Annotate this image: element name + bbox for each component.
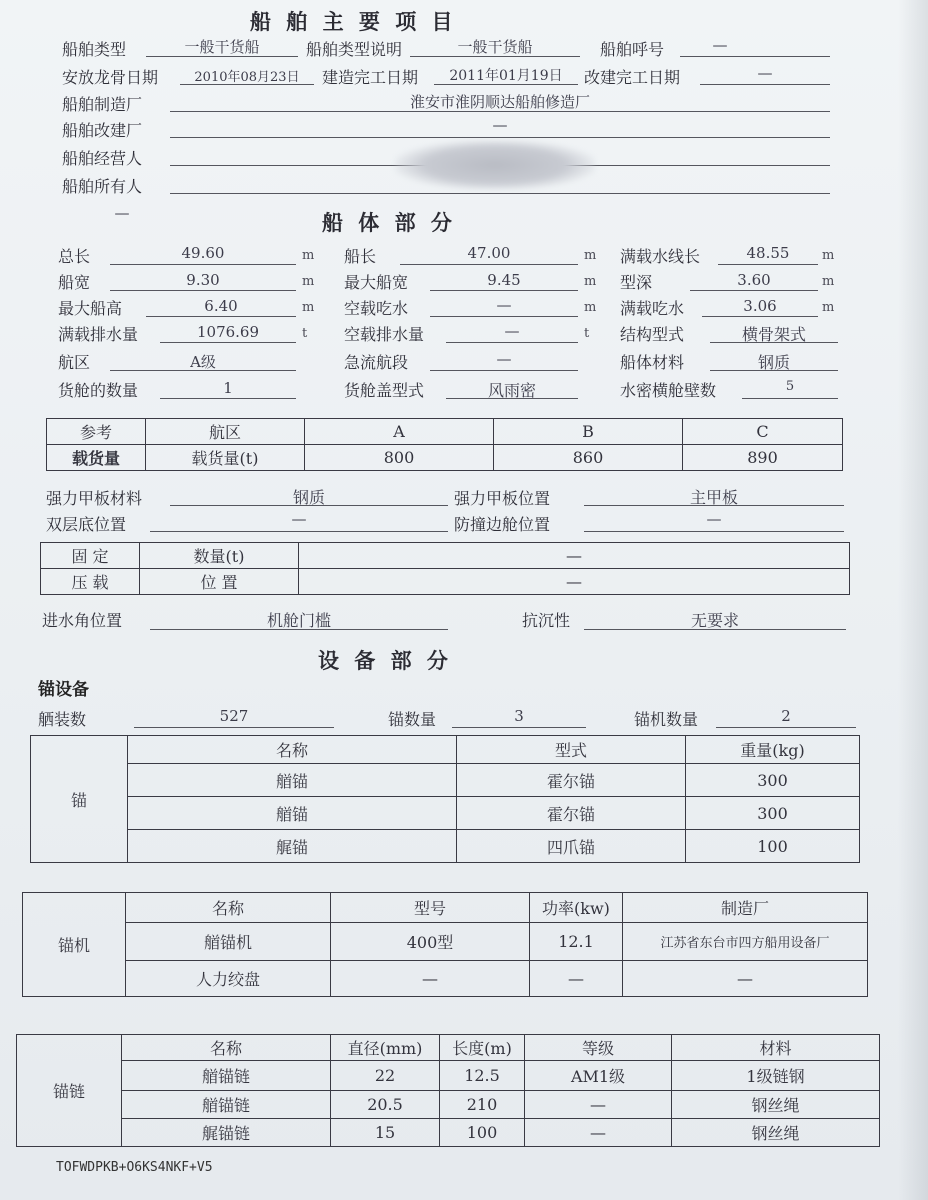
deck-material-value: 钢质	[292, 488, 325, 507]
anchor-count-label: 锚数量	[388, 710, 437, 729]
table-row	[31, 764, 860, 797]
builder-label: 船舶制造厂	[62, 95, 143, 114]
loa-label: 总长	[58, 247, 91, 266]
table-cell: 四爪锚	[457, 830, 686, 863]
table-row	[47, 419, 843, 445]
underline	[400, 264, 578, 265]
table-cell: 艉锚	[128, 830, 457, 863]
light-disp-value: —	[504, 322, 520, 340]
keel-date-value: 2010年08月23日	[194, 70, 300, 85]
table-cell: 钢丝绳	[672, 1091, 880, 1119]
table-cell: —	[525, 1091, 672, 1119]
underline	[150, 531, 448, 532]
unit-m: m	[302, 274, 315, 289]
underline	[718, 264, 818, 265]
main-title: 船 舶 主 要 项 目	[250, 9, 457, 34]
windlass-count-value: 2	[781, 707, 791, 725]
unit-m: m	[302, 300, 315, 315]
ship-type-value: 一般干货船	[184, 38, 260, 56]
table-cell: —	[623, 961, 868, 997]
underline	[690, 290, 818, 291]
table-cell: —	[525, 1119, 672, 1147]
table-cell: —	[299, 569, 850, 595]
holds-label: 货舱的数量	[58, 381, 139, 400]
unsinkable-value: 无要求	[690, 611, 739, 630]
hull-material-label: 船体材料	[620, 353, 685, 372]
full-draft-label: 满载吃水	[620, 299, 685, 318]
bulkheads-value: 5	[785, 379, 795, 394]
underline	[134, 727, 334, 728]
table-cell: 重量(kg)	[686, 736, 860, 764]
table-cell: 位 置	[140, 569, 299, 595]
table-cell: 300	[686, 797, 860, 830]
table-cell: 800	[305, 445, 494, 471]
structure-label: 结构型式	[620, 325, 685, 344]
table-row	[23, 961, 868, 997]
double-bottom-label: 双层底位置	[46, 515, 127, 534]
table-row	[41, 543, 850, 569]
table-cell: 固 定	[41, 543, 140, 569]
table-cell: 霍尔锚	[457, 764, 686, 797]
table-cell: 22	[331, 1061, 440, 1091]
bulkheads-label: 水密横舱壁数	[620, 381, 717, 400]
rapids-label: 急流航段	[344, 353, 409, 372]
max-beam-label: 最大船宽	[344, 273, 409, 292]
unit-t: t	[584, 326, 590, 341]
lwl-label: 满载水线长	[620, 247, 701, 266]
table-cell: 100	[440, 1119, 525, 1147]
table-row	[17, 1061, 880, 1091]
rebuild-date-value: —	[757, 64, 773, 82]
anchor-section-heading: 锚设备	[38, 680, 89, 700]
table-cell: 材料	[672, 1035, 880, 1061]
table-row	[41, 569, 850, 595]
table-cell: 航区	[146, 419, 305, 445]
keel-date-label: 安放龙骨日期	[62, 68, 159, 87]
side-tank-value: —	[706, 510, 722, 528]
table-cell: 载货量(t)	[146, 445, 305, 471]
table-cell: 名称	[126, 893, 331, 923]
underline	[430, 370, 578, 371]
table-row	[17, 1119, 880, 1147]
underline	[430, 290, 578, 291]
loa-value: 49.60	[181, 244, 225, 262]
double-bottom-value: —	[291, 510, 307, 528]
unit-m: m	[584, 300, 597, 315]
table-cell: 艏锚	[128, 797, 457, 830]
builder-value: 淮安市淮阴顺达船舶修造厂	[409, 93, 590, 111]
hatch-value: 风雨密	[487, 381, 536, 400]
table-row	[31, 830, 860, 863]
deck-material-label: 强力甲板材料	[46, 489, 143, 508]
table-cell: A	[305, 419, 494, 445]
table-cell: 直径(mm)	[331, 1035, 440, 1061]
depth-label: 型深	[620, 273, 653, 292]
lbp-label: 船长	[344, 247, 377, 266]
anchor-count-value: 3	[514, 707, 524, 725]
unsinkable-label: 抗沉性	[522, 611, 571, 630]
light-disp-label: 空载排水量	[344, 325, 425, 344]
structure-value: 横骨架式	[741, 325, 806, 344]
table-cell: 钢丝绳	[672, 1119, 880, 1147]
depth-value: 3.60	[737, 271, 771, 289]
unit-m: m	[584, 274, 597, 289]
table-row	[31, 736, 860, 764]
table-cell: 艉锚链	[122, 1119, 331, 1147]
deck-position-value: 主甲板	[689, 488, 738, 507]
deck-position-label: 强力甲板位置	[454, 489, 551, 508]
lbp-value: 47.00	[467, 244, 511, 262]
full-disp-label: 满载排水量	[58, 325, 139, 344]
table-cell: —	[299, 543, 850, 569]
table-cell: 12.1	[530, 923, 623, 961]
hull-material-value: 钢质	[757, 353, 790, 372]
beam-label: 船宽	[58, 273, 91, 292]
light-draft-label: 空载吃水	[344, 299, 409, 318]
table-cell: 制造厂	[623, 893, 868, 923]
table-cell: 100	[686, 830, 860, 863]
underline	[716, 727, 856, 728]
table-cell: —	[331, 961, 530, 997]
underline	[110, 290, 296, 291]
table-row	[31, 797, 860, 830]
table-cell: 型号	[331, 893, 530, 923]
table-cell: AM1级	[525, 1061, 672, 1091]
nav-area-value: A级	[190, 353, 216, 371]
ship-type-desc-value: 一般干货船	[457, 38, 533, 56]
outfit-value: 527	[219, 707, 249, 725]
underline	[742, 398, 838, 399]
max-height-value: 6.40	[204, 297, 238, 315]
table-row	[47, 445, 843, 471]
unit-m: m	[822, 248, 835, 263]
underline	[170, 137, 830, 138]
table-cell: 等级	[525, 1035, 672, 1061]
rapids-value: —	[496, 350, 512, 368]
table-row	[23, 923, 868, 961]
hatch-label: 货舱盖型式	[344, 381, 425, 400]
underline	[446, 342, 578, 343]
chain-table	[16, 1034, 880, 1147]
table-cell: 20.5	[331, 1091, 440, 1119]
lwl-value: 48.55	[746, 244, 790, 262]
unit-m: m	[822, 300, 835, 315]
table-row	[17, 1091, 880, 1119]
table-cell: 人力绞盘	[126, 961, 331, 997]
unit-m: m	[302, 248, 315, 263]
rebuilder-value: —	[492, 116, 508, 134]
table-cell: 数量(t)	[140, 543, 299, 569]
table-cell: 锚机	[23, 893, 126, 997]
holds-value: 1	[223, 379, 233, 397]
nav-area-label: 航区	[58, 353, 91, 372]
table-cell: —	[530, 961, 623, 997]
underline	[452, 727, 586, 728]
table-cell: C	[683, 419, 843, 445]
table-cell: 1级链钢	[672, 1061, 880, 1091]
equipment-title: 设 备 部 分	[318, 648, 452, 673]
table-cell: 名称	[122, 1035, 331, 1061]
table-cell: 功率(kw)	[530, 893, 623, 923]
table-cell: B	[494, 419, 683, 445]
table-row	[23, 893, 868, 923]
table-cell: 15	[331, 1119, 440, 1147]
table-cell: 载货量	[47, 445, 146, 471]
table-cell: 艏锚链	[122, 1091, 331, 1119]
underline	[680, 56, 830, 57]
table-cell: 长度(m)	[440, 1035, 525, 1061]
underline	[430, 316, 578, 317]
call-sign-value: —	[712, 36, 728, 54]
flood-angle-value: 机舱门槛	[266, 611, 331, 630]
underline	[110, 264, 296, 265]
table-cell: 12.5	[440, 1061, 525, 1091]
beam-value: 9.30	[186, 271, 220, 289]
unit-m: m	[584, 248, 597, 263]
table-cell: 压 载	[41, 569, 140, 595]
underline	[702, 316, 818, 317]
table-cell: 霍尔锚	[457, 797, 686, 830]
table-cell: 艏锚机	[126, 923, 331, 961]
table-cell: 锚链	[17, 1035, 122, 1147]
light-draft-value: —	[496, 296, 512, 314]
full-draft-value: 3.06	[743, 297, 777, 315]
underline	[146, 316, 296, 317]
table-cell: 400型	[331, 923, 530, 961]
flood-angle-label: 进水角位置	[42, 611, 123, 630]
table-cell: 艏锚	[128, 764, 457, 797]
table-cell: 860	[494, 445, 683, 471]
windlass-table	[22, 892, 868, 997]
max-beam-value: 9.45	[487, 271, 521, 289]
full-disp-value: 1076.69	[196, 323, 260, 341]
unit-m: m	[822, 274, 835, 289]
table-cell: 参考	[47, 419, 146, 445]
cargo-capacity-table	[46, 418, 843, 471]
hull-title: 船 体 部 分	[322, 210, 456, 235]
underline	[700, 84, 830, 85]
underline	[584, 531, 844, 532]
rebuilder-label: 船舶改建厂	[62, 121, 143, 140]
owner-label: 船舶所有人	[62, 177, 143, 196]
table-cell: 江苏省东台市四方船用设备厂	[623, 923, 868, 961]
table-cell: 300	[686, 764, 860, 797]
build-date-label: 建造完工日期	[322, 68, 419, 87]
underline	[170, 193, 830, 194]
rebuild-date-label: 改建完工日期	[584, 68, 681, 87]
table-cell: 名称	[128, 736, 457, 764]
underline	[160, 342, 296, 343]
table-cell: 锚	[31, 736, 128, 863]
windlass-count-label: 锚机数量	[634, 710, 699, 729]
ship-type-label: 船舶类型	[62, 40, 127, 59]
table-cell: 艏锚链	[122, 1061, 331, 1091]
footer-code: TOFWDPKB+O6KS4NKF+V5	[56, 1160, 213, 1175]
table-cell: 890	[683, 445, 843, 471]
ship-type-desc-label: 船舶类型说明	[306, 40, 403, 59]
table-row	[17, 1035, 880, 1061]
ballast-table	[40, 542, 850, 595]
redacted-blur	[395, 140, 595, 190]
operator-label: 船舶经营人	[62, 149, 143, 168]
underline	[160, 398, 296, 399]
outfit-label: 舾装数	[38, 710, 87, 729]
table-cell: 210	[440, 1091, 525, 1119]
call-sign-label: 船舶呼号	[600, 40, 665, 59]
build-date-value: 2011年01月19日	[449, 68, 563, 84]
anchor-table	[30, 735, 860, 863]
side-tank-label: 防撞边舱位置	[454, 515, 551, 534]
hull-dash: —	[114, 204, 130, 222]
max-height-label: 最大船高	[58, 299, 123, 318]
unit-t: t	[302, 326, 308, 341]
table-cell: 型式	[457, 736, 686, 764]
